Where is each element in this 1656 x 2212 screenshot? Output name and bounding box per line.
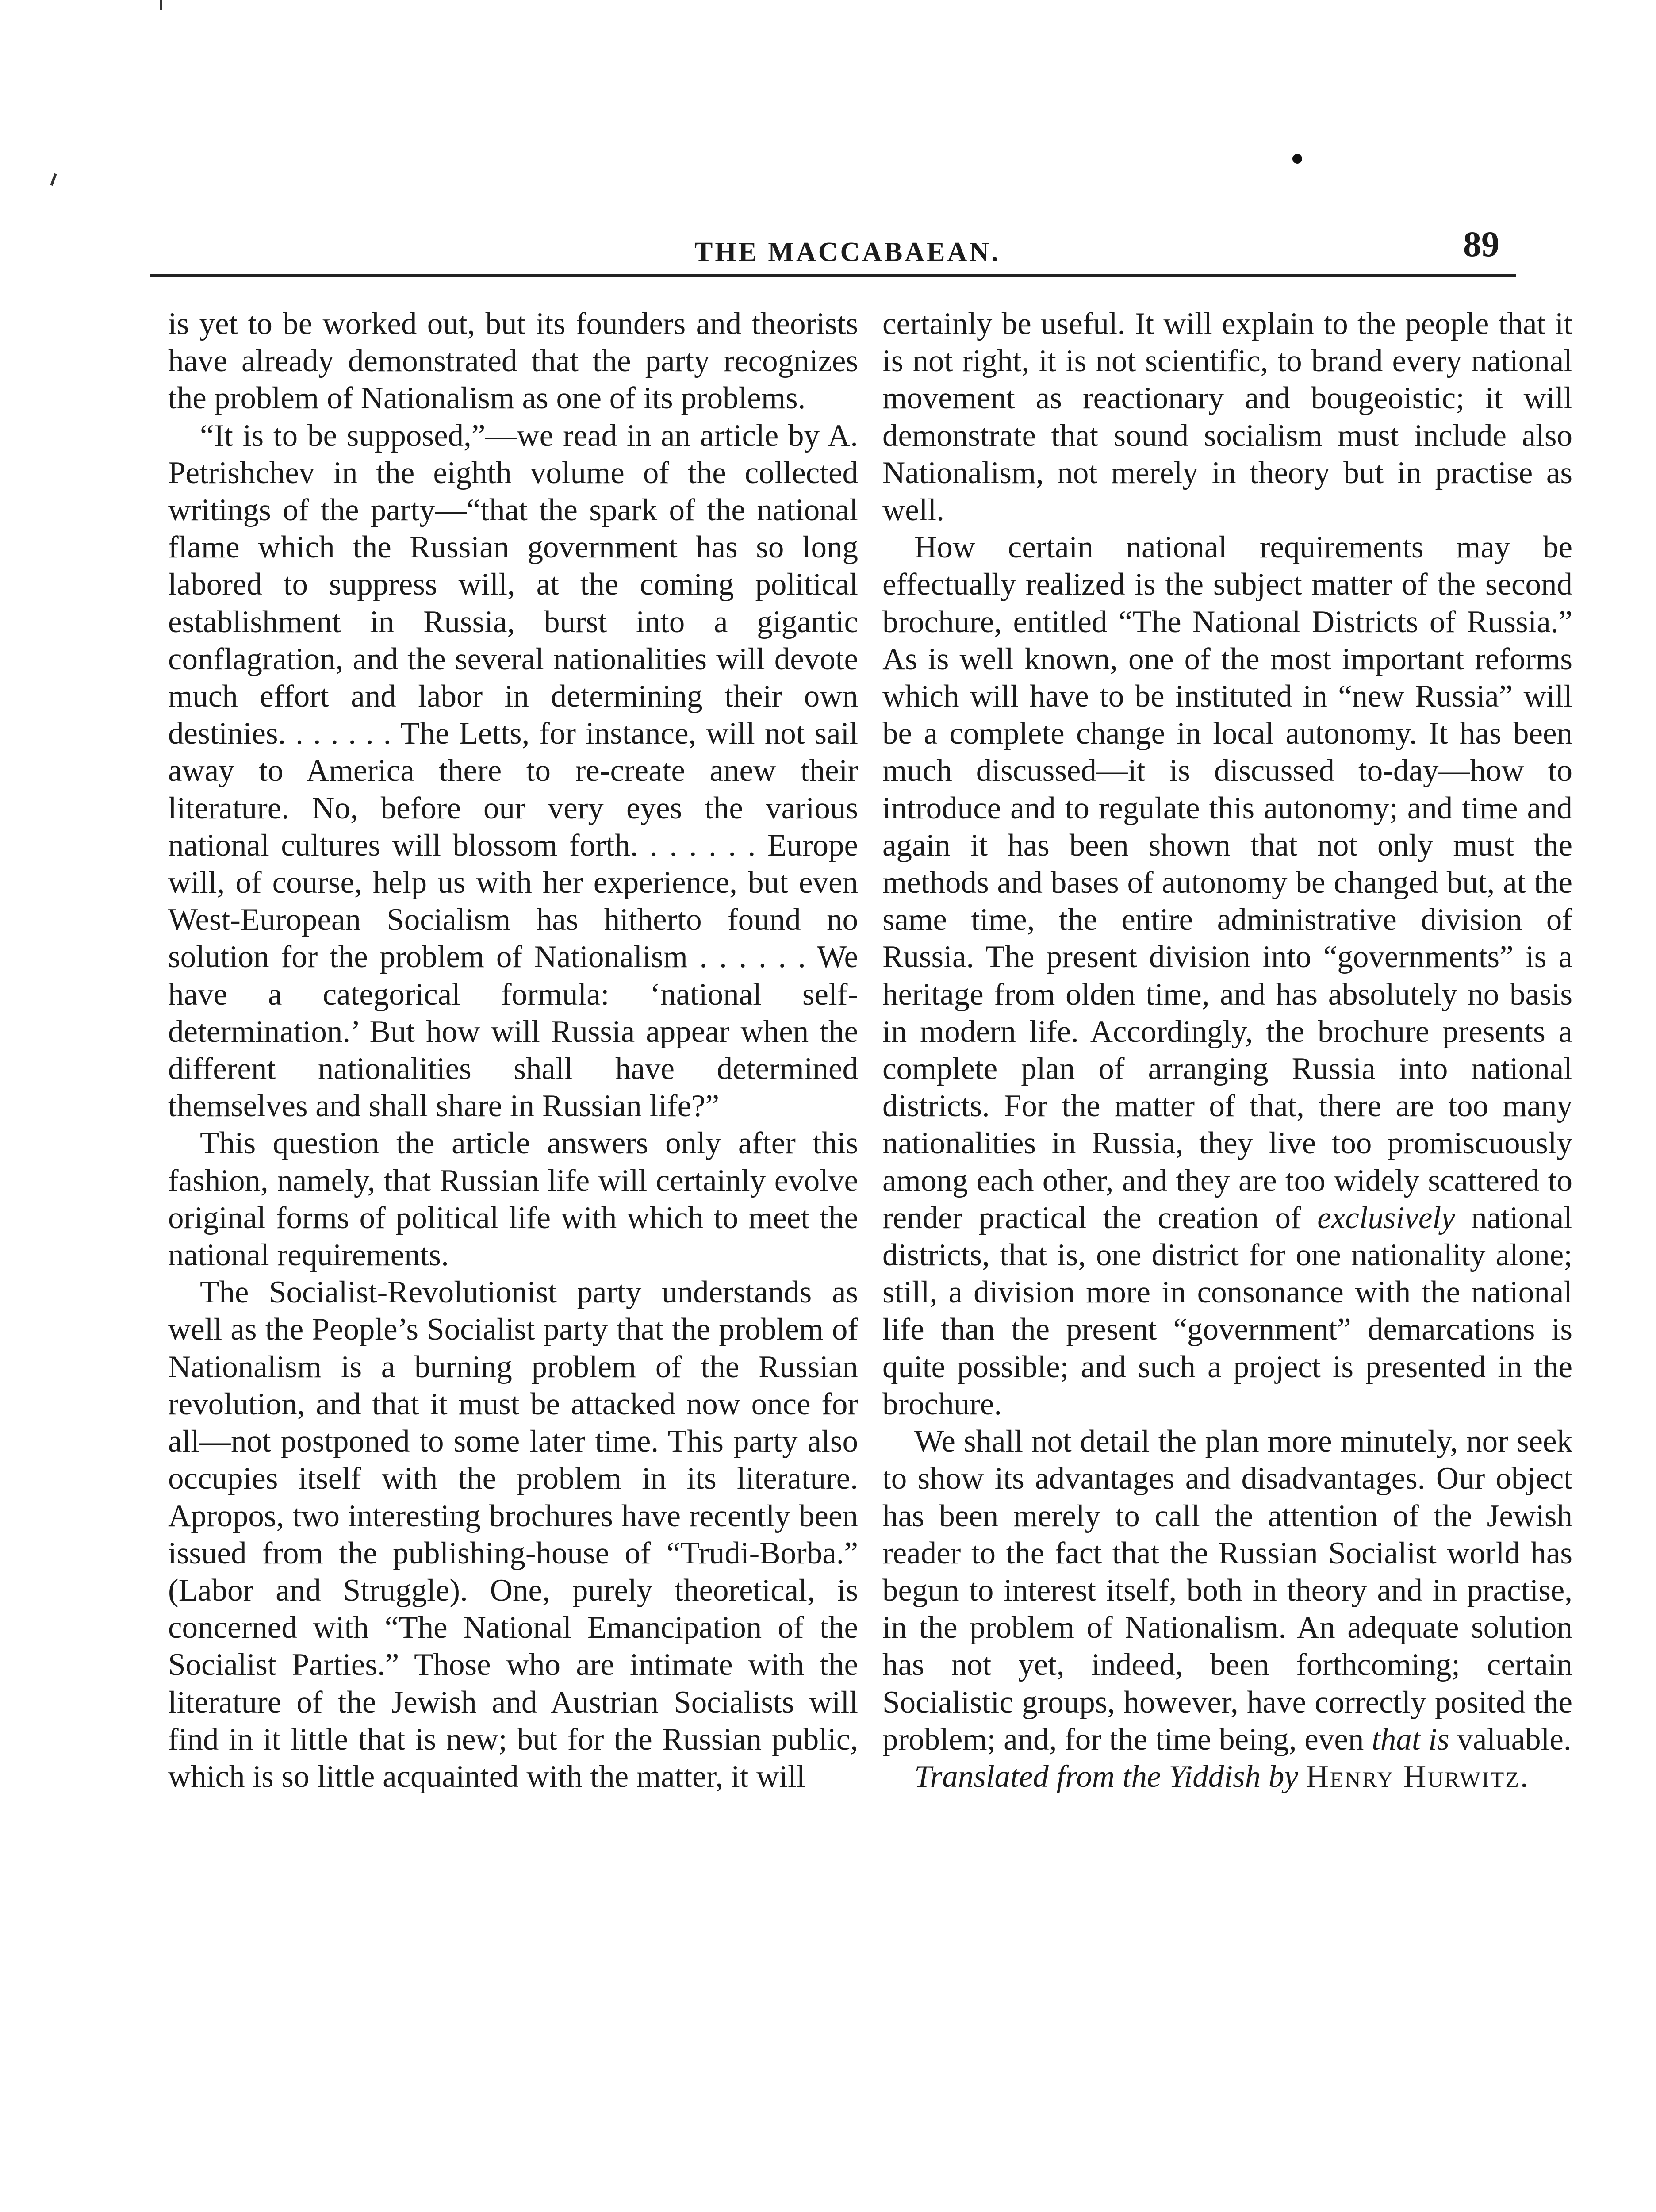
text-run: How certain national requirements may be effectually realized is the subject matter of the second brochure, entitled “The National Districts of Russia.” As is well known, one of the most important reforms which will have to be instituted in “new Russia” will be a complete change in local autonomy. It has been much discussed—it is discussed to-day—how to introduce and to regulate this autonomy; and time and again it has been shown that not only must the methods and bases of autonomy be changed but, at the same time, the entire administrative division of Russia. The present division into “governments” is a heritage from olden time, and has absolutely no basis in modern life. Accordingly, the brochure presents a complete plan of arranging Russia into national districts. For the matter of that, there are too many nationalities in Russia, they live too promiscuously among each other, and they are too widely scattered to render practical the creation of — [882, 530, 1572, 1235]
left-column — [168, 305, 858, 1795]
page-number: 89 — [1463, 224, 1499, 264]
paragraph — [882, 1423, 1572, 1758]
right-column — [882, 305, 1572, 1795]
paragraph: certainly be useful. It will explain to the people that it is not right, it is not scientific, to brand every national movement as reactionary and bougeoistic; it will demonstrate that sound socialism must include also Nationalism, not merely in theory but in practise as well. — [882, 307, 1572, 528]
paragraph — [882, 529, 1572, 1423]
translator-credit — [882, 1758, 1572, 1795]
text-run: We shall not detail the plan more minutely, nor seek to show its advantages and disadvantages. Our object has been merely to call the attention of the Jewish reader to the fact that the Russian Socialist world has begun to interest itself, both in theory and in practise, in the problem of Nationalism. An adequate solution has not yet, indeed, been forthcoming; certain Socialistic groups, however, have correctly posited the problem; and, for the time being, even — [882, 1424, 1572, 1757]
scan-speck — [50, 173, 57, 186]
paragraph: The Socialist-Revolutionist party understands as well as the People’s Socialist party that the problem of Nationalism is a burning problem of the Russian revolution, and that it must be attacked now once for all—not postponed to some later time. This party also occupies itself with the problem in its literature. Apropos, two interesting brochures have recently been issued from the publishing-house of “Trudi-Borba.” (Labor and Struggle). One, purely theoretical, is concerned with “The National Emancipation of the Socialist Parties.” Those who are intimate with the literature of the Jewish and Austrian Socialists will find in it little that is new; but for the Russian public, which is so little acquainted with the matter, it will — [168, 1275, 858, 1794]
paragraph: is yet to be worked out, but its founders and theorists have already demonstrated that the party recognizes the problem of Nationalism as one of its problems. — [168, 307, 858, 416]
emphasis: exclusively — [1317, 1200, 1455, 1235]
credit-text: Translated from the Yiddish by — [914, 1759, 1298, 1794]
translator-name: Henry Hurwitz. — [1306, 1759, 1530, 1794]
ink-dot — [1292, 154, 1302, 164]
scan-edge-mark — [160, 0, 162, 10]
running-title: THE MACCABAEAN. — [694, 237, 1000, 267]
header-rule — [150, 274, 1516, 276]
paragraph: This question the article answers only after this fashion, namely, that Russian life will certainly evolve original forms of political life with which to meet the national requirements. — [168, 1126, 858, 1273]
page-header — [150, 223, 1516, 272]
emphasis: that is — [1372, 1722, 1449, 1757]
text-run: valuable. — [1457, 1722, 1572, 1757]
text-run: national districts, that is, one district for one nationality alone; still, a division more in consonance with the national life than the present “government” demarcations is quite possible; and such a project is presented in the brochure. — [882, 1200, 1573, 1421]
paragraph: “It is to be supposed,”—we read in an article by A. Petrishchev in the eighth volume of the collected writings of the party—“that the spark of the national flame which the Russian government has so long labored to suppress will, at the coming political establishment in Russia, burst into a gigantic conflagration, and the several nationalities will devote much effort and labor in determining their own destinies. . . . . . . The Letts, for instance, will not sail away to America there to re-create anew their literature. No, before our very eyes the various national cultures will blossom forth. . . . . . . Europe will, of course, help us with her experience, but even West-European Socialism has hitherto found no solution for the problem of Nationalism . . . . . . We have a categorical formula: ‘national self-determination.’ But how will Russia appear when the different nationalities shall have determined themselves and shall share in Russian life?” — [168, 418, 858, 1124]
